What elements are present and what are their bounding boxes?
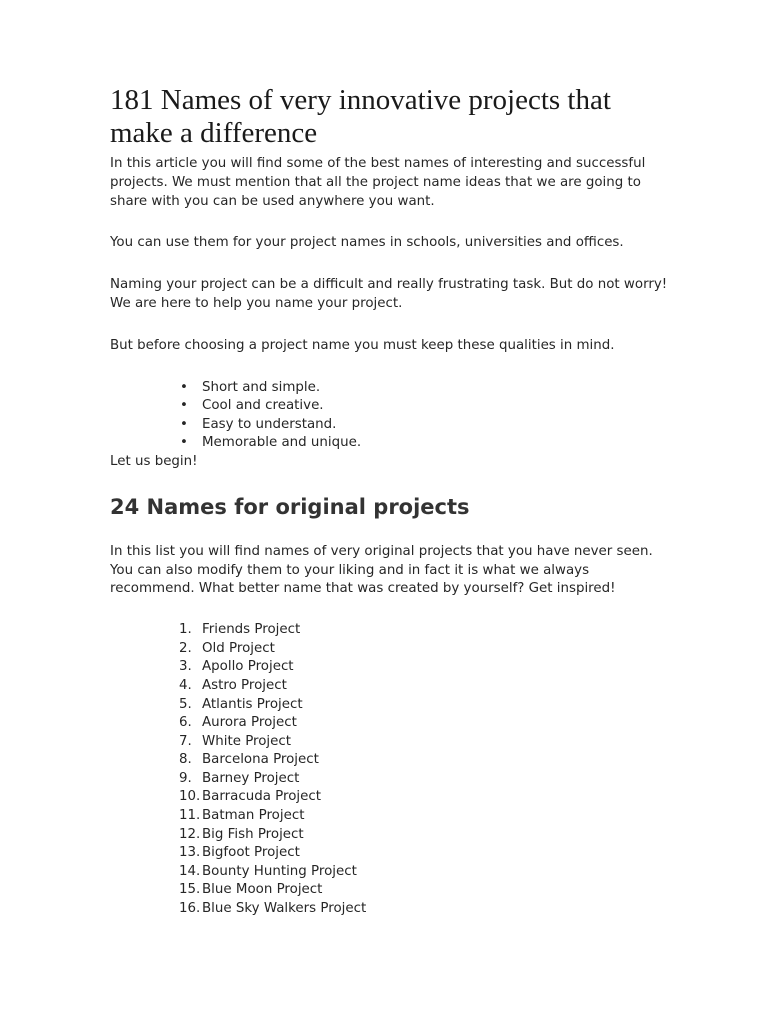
item-number: 7. [179,733,192,749]
project-name: Blue Moon Project [202,882,323,898]
intro-paragraph-3: Naming your project can be a difficult and really frustrating task. But do not worry! We are here to help you name your project. [110,277,668,311]
document-page [110,84,670,919]
list-item [110,881,670,900]
item-number: 4. [179,677,192,693]
section-intro: In this list you will find names of very original projects that you have never seen. You can also modify them to your liking and in fact it is what we always recommend. What better name that was created by yourself? Get inspired! [110,543,653,597]
list-item [110,714,670,733]
list-item-text: Memorable and unique. [202,435,362,451]
item-number: 12. [179,826,201,842]
project-name: Apollo Project [202,659,294,675]
project-name: Batman Project [202,808,305,824]
list-item [110,397,670,416]
item-number: 13. [179,845,201,861]
list-item [110,844,670,863]
bullet-icon: • [180,416,188,432]
list-item [110,379,670,398]
list-item-text: Cool and creative. [202,398,324,414]
project-name: Barracuda Project [202,789,321,805]
item-number: 10. [179,789,201,805]
item-number: 16. [179,901,201,917]
project-name: Barney Project [202,770,300,786]
project-name: Bigfoot Project [202,845,300,861]
bullet-icon: • [180,379,188,395]
item-number: 9. [179,770,192,786]
item-number: 14. [179,863,201,879]
project-name: Aurora Project [202,715,297,731]
list-item [110,434,670,453]
project-name: Big Fish Project [202,826,304,842]
list-item [110,770,670,789]
bullet-icon: • [180,398,188,414]
item-number: 8. [179,752,192,768]
list-item [110,788,670,807]
list-item [110,733,670,752]
project-name: Atlantis Project [202,696,303,712]
item-number: 11. [179,808,201,824]
list-item [110,416,670,435]
item-number: 2. [179,640,192,656]
list-item [110,751,670,770]
project-name: Friends Project [202,622,301,638]
item-number: 15. [179,882,201,898]
list-item [110,658,670,677]
begin-text: Let us begin! [110,453,198,469]
list-item [110,640,670,659]
project-names-list [110,621,670,919]
project-name: Astro Project [202,677,287,693]
qualities-list [110,379,670,453]
list-item [110,677,670,696]
project-name: Old Project [202,640,275,656]
intro-paragraph-1: In this article you will find some of the best names of interesting and successful projects. We must mention that all the project name ideas that we are going to share with you can be used anywhere you want. [110,156,646,209]
bullet-icon: • [180,435,188,451]
item-number: 1. [179,622,192,638]
item-number: 3. [179,659,192,675]
item-number: 5. [179,696,192,712]
page-title: 181 Names of very innovative projects that make a difference [110,84,611,149]
item-number: 6. [179,715,192,731]
list-item [110,826,670,845]
project-name: White Project [202,733,292,749]
intro-paragraph-4: But before choosing a project name you must keep these qualities in mind. [110,337,615,353]
section-heading: 24 Names for original projects [110,494,470,519]
intro-paragraph-2: You can use them for your project names in schools, universities and offices. [110,235,624,251]
list-item [110,900,670,919]
list-item [110,696,670,715]
project-name: Blue Sky Walkers Project [202,901,367,917]
project-name: Barcelona Project [202,752,319,768]
list-item [110,807,670,826]
project-name: Bounty Hunting Project [202,863,357,879]
list-item-text: Easy to understand. [202,416,337,432]
list-item-text: Short and simple. [202,379,321,395]
list-item [110,863,670,882]
list-item [110,621,670,640]
